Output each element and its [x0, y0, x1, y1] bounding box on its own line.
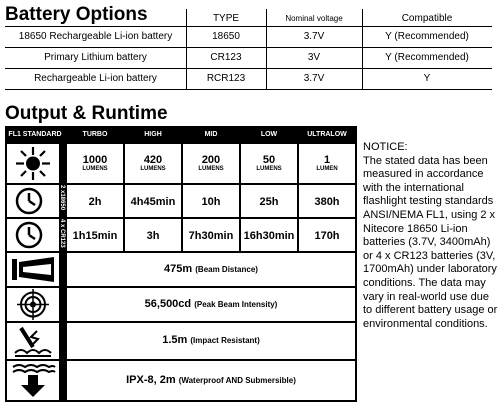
runtime-value: 4h45min — [130, 196, 176, 208]
peak-intensity-value: 56,500cd — [144, 298, 192, 310]
battery-type: CR123 — [210, 52, 242, 63]
peak-intensity-cell — [67, 288, 355, 321]
lumens-value: 1 — [323, 154, 331, 166]
mode-turbo: TURBO — [82, 131, 108, 138]
runtime-value: 10h — [201, 196, 221, 208]
runtime-cell — [299, 185, 355, 217]
lumens-value: 50 — [262, 154, 276, 166]
waterproof-cell — [67, 361, 355, 400]
compatible-header: Compatible — [401, 13, 453, 24]
runtime-cr123-label: 4 x CR123 — [59, 219, 65, 248]
impact-icon — [7, 323, 59, 359]
lumens-unit: LUMENS — [140, 166, 166, 172]
lumens-cell — [125, 144, 181, 183]
battery-type: 18650 — [212, 31, 240, 42]
beam-distance-label: (Beam Distance) — [195, 265, 258, 274]
runtime-18650-label: 2 x18650 — [59, 185, 65, 211]
beam-distance-value: 475m — [164, 263, 193, 275]
runtime-cell — [299, 219, 355, 251]
runtime-cell — [67, 185, 123, 217]
lumens-cell — [183, 144, 239, 183]
type-header: TYPE — [212, 13, 240, 24]
battery-name: Rechargeable Li-ion battery — [34, 73, 157, 84]
mode-low: LOW — [260, 131, 278, 138]
clock-icon — [7, 219, 59, 251]
runtime-value: 2h — [88, 196, 102, 208]
beam-distance-icon — [7, 253, 59, 286]
mode-high: HIGH — [144, 131, 162, 138]
output-runtime-table — [5, 126, 357, 402]
mode-mid: MID — [204, 131, 218, 138]
runtime-cell — [241, 185, 297, 217]
runtime-value: 25h — [259, 196, 279, 208]
waterproof-icon — [7, 361, 59, 400]
lumens-unit: LUMEN — [316, 166, 338, 172]
lumens-value: 420 — [143, 154, 163, 166]
beam-distance-cell — [67, 253, 355, 286]
notice-block — [363, 141, 498, 331]
output-runtime-title: Output & Runtime — [5, 103, 168, 124]
voltage-header: Nominal voltage — [285, 14, 343, 23]
lumens-value: 1000 — [82, 154, 108, 166]
battery-voltage: 3V — [307, 52, 321, 63]
battery-name: 18650 Rechargeable Li-ion battery — [18, 31, 173, 42]
runtime-cell — [241, 219, 297, 251]
battery-voltage: 3.7V — [303, 73, 325, 84]
battery-compatible: Y — [423, 73, 431, 84]
fl1-standard-label: FL1 STANDARD — [8, 131, 62, 138]
battery-row — [5, 47, 492, 68]
battery-voltage: 3.7V — [303, 31, 325, 42]
battery-compatible: Y (Recommended) — [385, 52, 469, 63]
runtime-cell — [125, 185, 181, 217]
lumens-value: 200 — [201, 154, 221, 166]
impact-value: 1.5m — [162, 334, 188, 346]
runtime-value: 16h30min — [243, 230, 295, 242]
lumens-cell — [67, 144, 123, 183]
mode-ultralow: ULTRALOW — [307, 131, 347, 138]
lumens-unit: LUMENS — [256, 166, 282, 172]
lumens-unit: LUMENS — [198, 166, 224, 172]
clock-icon — [7, 185, 59, 217]
battery-compatible: Y (Recommended) — [385, 31, 469, 42]
runtime-value: 380h — [314, 196, 340, 208]
runtime-value: 7h30min — [188, 230, 234, 242]
battery-options-title: Battery Options — [5, 4, 148, 25]
target-icon — [7, 288, 59, 321]
runtime-cell — [183, 185, 239, 217]
peak-intensity-label: (Peak Beam Intensity) — [194, 300, 278, 309]
battery-row — [5, 26, 492, 47]
impact-label: (Impact Resistant) — [190, 336, 260, 345]
lumens-cell — [241, 144, 297, 183]
notice-text: The stated data has been measured in accordance with the international flashlight testing standards ANSI/NEMA FL1, using 2 x Nitecore 18650 Li-ion batteries (3.7V, 3400mAh) or 4 x CR123 batteries (3V, 1700mAh) under laboratory conditions. The data may vary in real-world use due to different battery usage or environmental conditions. — [363, 154, 498, 330]
battery-type: RCR123 — [206, 73, 246, 84]
runtime-value: 1h15min — [72, 230, 118, 242]
runtime-cell — [125, 219, 181, 251]
column-divider — [362, 9, 363, 89]
runtime-cell — [67, 219, 123, 251]
column-divider — [266, 9, 267, 89]
battery-name: Primary Lithium battery — [44, 52, 147, 63]
battery-row — [5, 68, 492, 90]
lumens-unit: LUMENS — [82, 166, 108, 172]
sun-icon — [7, 144, 59, 183]
notice-title: NOTICE: — [363, 141, 408, 153]
runtime-cell — [183, 219, 239, 251]
lumens-cell — [299, 144, 355, 183]
waterproof-label: (Waterproof AND Submersible) — [178, 376, 296, 385]
column-divider — [186, 9, 187, 89]
runtime-value: 170h — [314, 230, 340, 242]
impact-cell — [67, 323, 355, 359]
waterproof-value: IPX-8, 2m — [126, 374, 176, 386]
runtime-value: 3h — [146, 230, 160, 242]
